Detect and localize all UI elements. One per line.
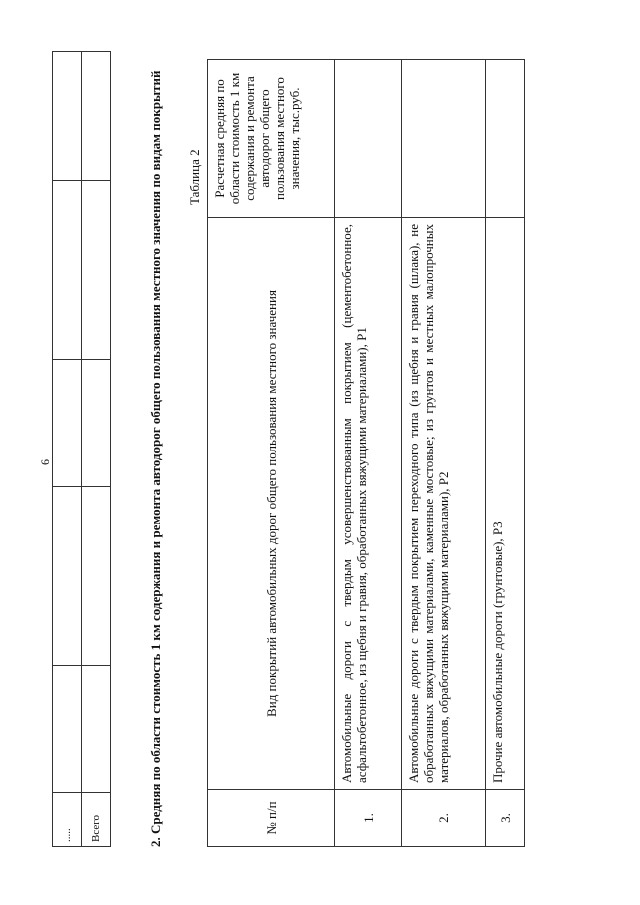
summary-cell	[53, 52, 82, 181]
row-cost	[402, 60, 486, 218]
row-cost	[486, 60, 525, 218]
summary-cell-ellipsis: .....	[53, 793, 82, 847]
header-cost: Расчетная средняя по области стоимость 1 км содержания и ремонта автодорог общего пользования местного значения, тыс.руб.	[208, 60, 335, 218]
row-number: 2.	[402, 790, 486, 847]
table-row	[402, 60, 486, 847]
summary-cell	[82, 666, 111, 793]
summary-cell	[82, 181, 111, 360]
header-type: Вид покрытий автомобильных дорог общего пользования местного значения	[208, 218, 335, 790]
header-number: № п/п	[208, 790, 335, 847]
summary-cell	[82, 487, 111, 666]
cost-table	[207, 59, 525, 847]
table-row	[335, 60, 402, 847]
summary-total-label: Всего	[82, 793, 111, 847]
summary-row-total	[82, 52, 111, 847]
summary-table	[52, 51, 111, 847]
table-caption: Таблица 2	[187, 149, 202, 205]
summary-cell	[53, 181, 82, 360]
row-cost	[335, 60, 402, 218]
summary-cell	[82, 52, 111, 181]
row-type: Автомобильные дороги с твердым покрытием переходного типа (из щебня и гравия (шлака), не обработанных вяжущими материалами, каменные мостовые; из грунтов и местных малопрочных материалов, обработанных вяжущими материалами), Р2	[402, 218, 486, 790]
table-row	[486, 60, 525, 847]
page-number: 6	[38, 459, 52, 465]
summary-cell	[53, 487, 82, 666]
section-heading: 2. Средняя по области стоимость 1 км содержания и ремонта автодорог общего пользования местного значения по видам покрытий	[148, 70, 163, 847]
row-number: 3.	[486, 790, 525, 847]
row-number: 1.	[335, 790, 402, 847]
table-header-row	[208, 60, 335, 847]
summary-cell	[53, 360, 82, 487]
summary-row-top	[53, 52, 82, 847]
row-type: Автомобильные дороги с твердым усовершенствованным покрытием (цементобетонное, асфальтобетонное, из щебня и гравия, обработанных вяжущими материалами), Р1	[335, 218, 402, 790]
summary-cell	[82, 360, 111, 487]
row-type: Прочие автомобильные дороги (грунтовые), Р3	[486, 218, 525, 790]
summary-cell	[53, 666, 82, 793]
